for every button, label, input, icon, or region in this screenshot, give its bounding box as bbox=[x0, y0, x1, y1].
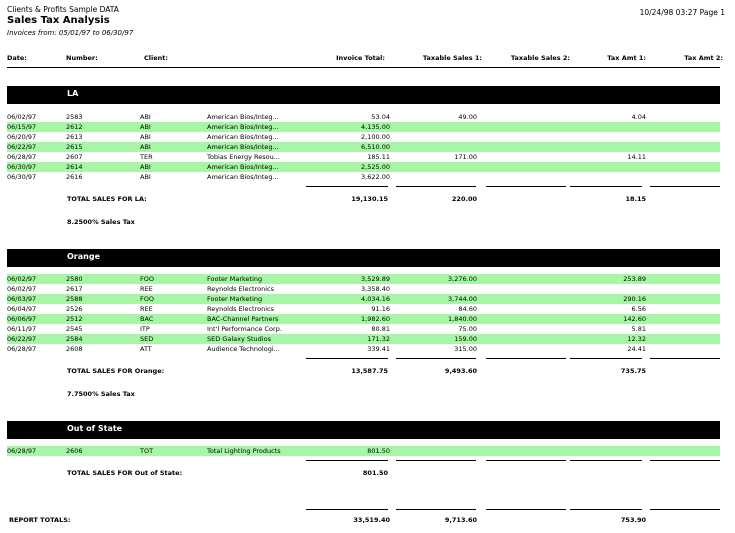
cell-ta1: 290.16 bbox=[623, 295, 646, 303]
cell-ta1: 142.60 bbox=[623, 315, 646, 323]
cell-name: Reynolds Electronics bbox=[207, 305, 274, 313]
cell-num: 2617 bbox=[66, 285, 83, 293]
cell-client: FOO bbox=[140, 275, 154, 283]
report-total-invoice: 33,519.40 bbox=[353, 516, 390, 524]
cell-num: 2616 bbox=[66, 173, 83, 181]
cell-num: 2545 bbox=[66, 325, 83, 333]
header-rule bbox=[7, 67, 720, 68]
subtotal-rule bbox=[306, 460, 388, 461]
table-row bbox=[7, 274, 720, 284]
cell-ts1: 3,276.00 bbox=[448, 275, 477, 283]
cell-inv: 4,135.00 bbox=[361, 123, 390, 131]
subtotal-rule bbox=[650, 186, 720, 187]
col-client: Client: bbox=[144, 54, 168, 62]
cell-client: ITP bbox=[140, 325, 150, 333]
sales-tax-rate: 7.7500% Sales Tax bbox=[67, 390, 135, 398]
cell-client: TER bbox=[140, 153, 153, 161]
table-row bbox=[7, 112, 720, 122]
cell-inv: 4,034.16 bbox=[361, 295, 390, 303]
cell-ts1: 49.00 bbox=[458, 113, 477, 121]
cell-name: Footer Marketing bbox=[207, 275, 263, 283]
cell-client: ABI bbox=[140, 143, 151, 151]
cell-ta1: 253.89 bbox=[623, 275, 646, 283]
cell-inv: 3,622.00 bbox=[361, 173, 390, 181]
table-row bbox=[7, 334, 720, 344]
cell-name: American Bios/Integ... bbox=[207, 113, 279, 121]
cell-name: Int'l Performance Corp. bbox=[207, 325, 282, 333]
report-date-range: Invoices from: 05/01/97 to 06/30/97 bbox=[7, 29, 134, 37]
cell-client: FOO bbox=[140, 295, 154, 303]
cell-name: American Bios/Integ... bbox=[207, 133, 279, 141]
cell-inv: 91.16 bbox=[371, 305, 390, 313]
subtotal-rule bbox=[306, 358, 388, 359]
cell-ts1: 159.00 bbox=[454, 335, 477, 343]
cell-date: 06/02/97 bbox=[7, 275, 37, 283]
sales-tax-rate: 8.2500% Sales Tax bbox=[67, 218, 135, 226]
cell-inv: 185.11 bbox=[367, 153, 390, 161]
cell-num: 2613 bbox=[66, 133, 83, 141]
cell-date: 06/28/97 bbox=[7, 345, 37, 353]
report-title: Sales Tax Analysis bbox=[7, 15, 110, 26]
cell-ta1: 12.32 bbox=[627, 335, 646, 343]
cell-client: TOT bbox=[140, 447, 154, 455]
company-name: Clients & Profits Sample DATA bbox=[7, 5, 119, 14]
table-row bbox=[7, 344, 720, 354]
section-total-taxable-1: 9,493.60 bbox=[444, 367, 477, 375]
cell-name: BAC-Channel Partners bbox=[207, 315, 279, 323]
col-date: Date: bbox=[7, 54, 27, 62]
section-total-taxable-1: 220.00 bbox=[451, 195, 477, 203]
col-taxable-sales-1: Taxable Sales 1: bbox=[422, 54, 482, 62]
section-total-invoice: 19,130.15 bbox=[351, 195, 388, 203]
table-row bbox=[7, 132, 720, 142]
cell-date: 06/02/97 bbox=[7, 113, 37, 121]
subtotal-rule bbox=[486, 358, 566, 359]
table-row bbox=[7, 152, 720, 162]
section-name: Orange bbox=[67, 252, 100, 261]
cell-inv: 1,982.60 bbox=[361, 315, 390, 323]
section-band bbox=[7, 249, 720, 267]
cell-date: 06/06/97 bbox=[7, 315, 37, 323]
cell-ta1: 4.04 bbox=[631, 113, 646, 121]
report-total-tax-1: 753.90 bbox=[620, 516, 646, 524]
table-row bbox=[7, 304, 720, 314]
cell-num: 2580 bbox=[66, 275, 83, 283]
col-invoice-total: Invoice Total: bbox=[336, 54, 385, 62]
subtotal-rule bbox=[570, 460, 642, 461]
subtotal-rule bbox=[570, 358, 642, 359]
cell-ts1: 1,840.00 bbox=[448, 315, 477, 323]
table-row bbox=[7, 122, 720, 132]
cell-ts1: 315.00 bbox=[454, 345, 477, 353]
cell-inv: 53.04 bbox=[371, 113, 390, 121]
cell-name: Audience Technologi... bbox=[207, 345, 280, 353]
report-total-rule bbox=[570, 509, 642, 510]
cell-inv: 3,358.40 bbox=[361, 285, 390, 293]
cell-client: ATT bbox=[140, 345, 152, 353]
report-total-rule bbox=[486, 509, 566, 510]
cell-date: 06/22/97 bbox=[7, 335, 37, 343]
cell-inv: 171.32 bbox=[367, 335, 390, 343]
cell-name: SED Galaxy Studios bbox=[207, 335, 271, 343]
report-total-rule bbox=[396, 509, 476, 510]
subtotal-rule bbox=[396, 460, 476, 461]
section-band bbox=[7, 421, 720, 439]
table-row bbox=[7, 284, 720, 294]
cell-name: American Bios/Integ... bbox=[207, 143, 279, 151]
cell-client: ABI bbox=[140, 123, 151, 131]
cell-date: 06/30/97 bbox=[7, 163, 37, 171]
table-row bbox=[7, 162, 720, 172]
cell-ts1: 171.00 bbox=[454, 153, 477, 161]
cell-name: Tobias Energy Resou... bbox=[207, 153, 280, 161]
subtotal-rule bbox=[486, 186, 566, 187]
report-totals-label: REPORT TOTALS: bbox=[9, 516, 71, 524]
cell-client: ABI bbox=[140, 133, 151, 141]
cell-num: 2612 bbox=[66, 123, 83, 131]
section-total-label: TOTAL SALES FOR Orange: bbox=[67, 367, 165, 375]
table-row bbox=[7, 172, 720, 182]
cell-date: 06/22/97 bbox=[7, 143, 37, 151]
cell-inv: 80.81 bbox=[371, 325, 390, 333]
cell-client: ABI bbox=[140, 163, 151, 171]
cell-inv: 2,525.00 bbox=[361, 163, 390, 171]
cell-num: 2607 bbox=[66, 153, 83, 161]
section-total-tax-1: 18.15 bbox=[625, 195, 646, 203]
cell-inv: 2,100.00 bbox=[361, 133, 390, 141]
cell-num: 2512 bbox=[66, 315, 83, 323]
cell-client: ABI bbox=[140, 113, 151, 121]
subtotal-rule bbox=[650, 358, 720, 359]
section-band bbox=[7, 86, 720, 104]
cell-date: 06/04/97 bbox=[7, 305, 37, 313]
cell-inv: 6,510.00 bbox=[361, 143, 390, 151]
subtotal-rule bbox=[396, 358, 476, 359]
subtotal-rule bbox=[486, 460, 566, 461]
col-tax-amt-2: Tax Amt 2: bbox=[684, 54, 723, 62]
table-row bbox=[7, 142, 720, 152]
col-number: Number: bbox=[66, 54, 98, 62]
cell-num: 2526 bbox=[66, 305, 83, 313]
col-tax-amt-1: Tax Amt 1: bbox=[607, 54, 646, 62]
cell-inv: 801.50 bbox=[367, 447, 390, 455]
cell-num: 2615 bbox=[66, 143, 83, 151]
cell-ts1: 75.00 bbox=[458, 325, 477, 333]
cell-client: REE bbox=[140, 305, 153, 313]
cell-name: Reynolds Electronics bbox=[207, 285, 274, 293]
cell-num: 2583 bbox=[66, 113, 83, 121]
table-row bbox=[7, 324, 720, 334]
cell-num: 2584 bbox=[66, 335, 83, 343]
report-total-rule bbox=[650, 509, 720, 510]
cell-name: Footer Marketing bbox=[207, 295, 263, 303]
section-total-invoice: 801.50 bbox=[362, 469, 388, 477]
cell-date: 06/30/97 bbox=[7, 173, 37, 181]
subtotal-rule bbox=[306, 186, 388, 187]
print-timestamp: 10/24/98 03:27 Page 1 bbox=[639, 8, 725, 17]
section-name: LA bbox=[67, 89, 79, 98]
cell-date: 06/11/97 bbox=[7, 325, 37, 333]
cell-name: American Bios/Integ... bbox=[207, 163, 279, 171]
subtotal-rule bbox=[570, 186, 642, 187]
cell-date: 06/15/97 bbox=[7, 123, 37, 131]
cell-ta1: 5.81 bbox=[631, 325, 646, 333]
table-row bbox=[7, 294, 720, 304]
cell-num: 2608 bbox=[66, 345, 83, 353]
cell-num: 2614 bbox=[66, 163, 83, 171]
cell-client: REE bbox=[140, 285, 153, 293]
table-row bbox=[7, 446, 720, 456]
cell-ta1: 24.41 bbox=[627, 345, 646, 353]
cell-num: 2606 bbox=[66, 447, 83, 455]
cell-client: ABI bbox=[140, 173, 151, 181]
cell-ts1: 84.60 bbox=[458, 305, 477, 313]
cell-inv: 3,529.89 bbox=[361, 275, 390, 283]
cell-name: American Bios/Integ... bbox=[207, 173, 279, 181]
cell-name: American Bios/Integ... bbox=[207, 123, 279, 131]
cell-date: 06/28/97 bbox=[7, 153, 37, 161]
col-taxable-sales-2: Taxable Sales 2: bbox=[510, 54, 570, 62]
cell-ta1: 14.11 bbox=[627, 153, 646, 161]
cell-client: BAC bbox=[140, 315, 154, 323]
cell-date: 06/03/97 bbox=[7, 295, 37, 303]
cell-ta1: 6.56 bbox=[631, 305, 646, 313]
subtotal-rule bbox=[650, 460, 720, 461]
table-row bbox=[7, 314, 720, 324]
report-total-rule bbox=[306, 509, 388, 510]
section-total-label: TOTAL SALES FOR Out of State: bbox=[67, 469, 183, 477]
cell-num: 2588 bbox=[66, 295, 83, 303]
cell-date: 06/28/97 bbox=[7, 447, 37, 455]
section-name: Out of State bbox=[67, 424, 123, 433]
cell-client: SED bbox=[140, 335, 154, 343]
subtotal-rule bbox=[396, 186, 476, 187]
section-total-invoice: 13,587.75 bbox=[351, 367, 388, 375]
cell-name: Total Lighting Products bbox=[207, 447, 281, 455]
report-total-taxable-1: 9,713.60 bbox=[444, 516, 477, 524]
section-total-tax-1: 735.75 bbox=[620, 367, 646, 375]
section-total-label: TOTAL SALES FOR LA: bbox=[67, 195, 147, 203]
cell-date: 06/20/97 bbox=[7, 133, 37, 141]
cell-inv: 339.41 bbox=[367, 345, 390, 353]
cell-ts1: 3,744.00 bbox=[448, 295, 477, 303]
cell-date: 06/02/97 bbox=[7, 285, 37, 293]
